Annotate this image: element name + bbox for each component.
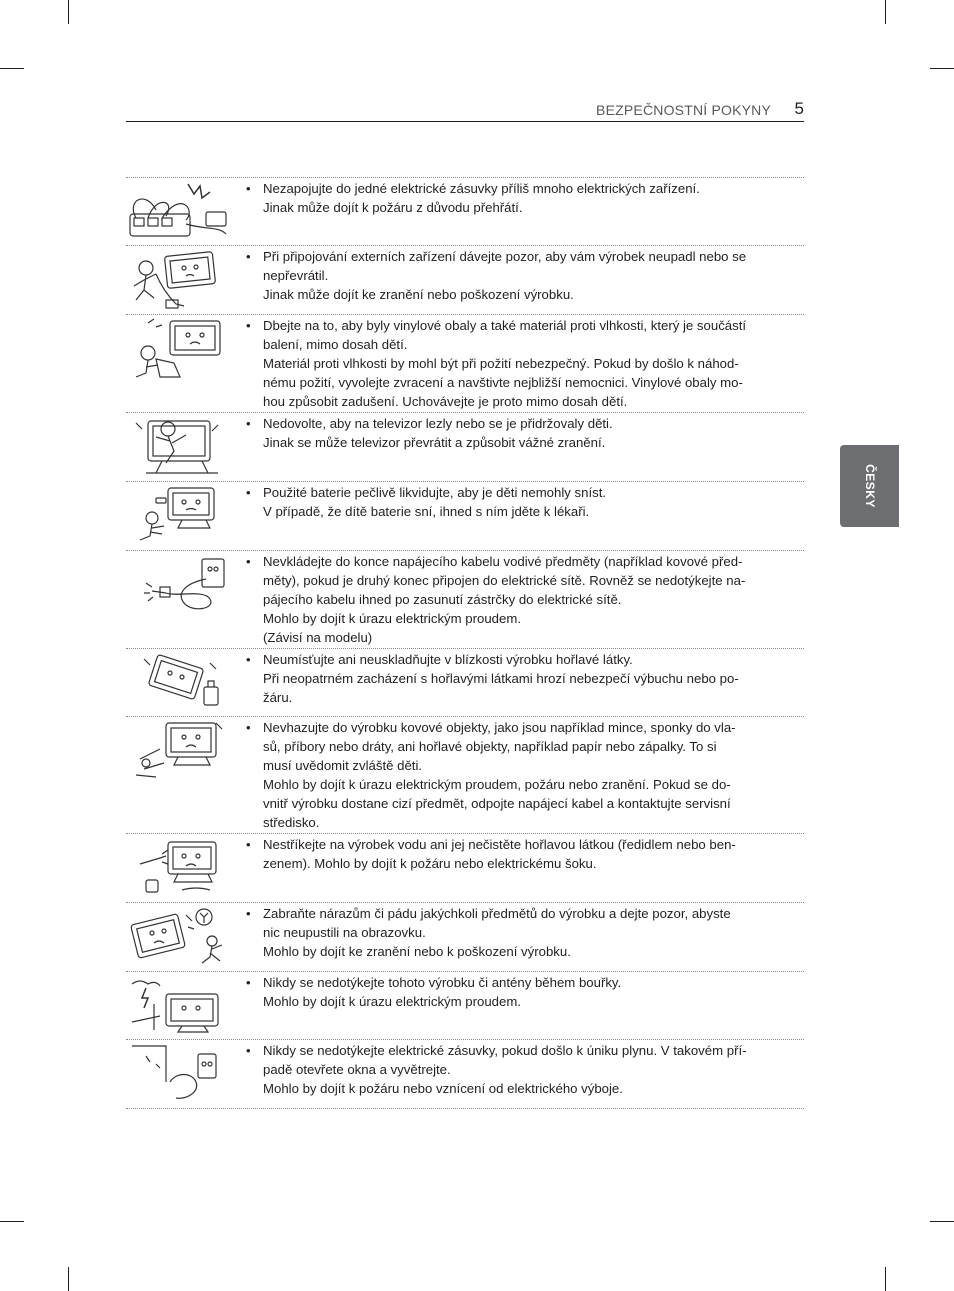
item-line: Nevkládejte do konce napájecího kabelu vodivé předměty (například kovové před- xyxy=(263,554,743,569)
crop-mark xyxy=(68,1267,69,1291)
item-line: Neumísťujte ani neuskladňujte v blízkosti výrobku hořlavé látky. xyxy=(263,652,633,667)
safety-item xyxy=(126,246,804,315)
safety-item xyxy=(126,903,804,972)
item-line: nému požití, vyvolejte zvracení a navštivte nejbližší nemocnici. Vinylové obaly mo- xyxy=(263,375,743,390)
flammable-substance-icon xyxy=(126,651,232,713)
safety-item xyxy=(126,315,804,413)
item-text xyxy=(245,717,804,834)
item-line: Materiál proti vlhkosti by mohl být při požití nebezpečný. Pokud by došlo k náhod- xyxy=(263,356,739,371)
item-text xyxy=(245,551,804,649)
item-line: V případě, že dítě baterie sní, ihned s ním jděte k lékaři. xyxy=(263,504,590,519)
child-with-packaging-icon xyxy=(126,317,232,379)
page-number: 5 xyxy=(794,99,804,118)
bullet: • xyxy=(246,975,251,990)
safety-item xyxy=(126,649,804,717)
item-text xyxy=(245,1040,804,1100)
item-line: Jinak může dojít k požáru z důvodu přehřátí. xyxy=(263,200,523,215)
item-text xyxy=(245,413,804,454)
safety-item xyxy=(126,972,804,1040)
metal-objects-icon xyxy=(126,719,232,781)
item-line: Mohlo by dojít k úrazu elektrickým proudem, požáru nebo zranění. Pokud se do- xyxy=(263,777,731,792)
item-text xyxy=(245,903,804,963)
bullet: • xyxy=(246,318,251,333)
water-spray-icon xyxy=(126,836,232,898)
bullet: • xyxy=(246,554,251,569)
item-line: nic neupustili na obrazovku. xyxy=(263,925,426,940)
ball-impact-icon xyxy=(126,905,232,967)
gas-leak-outlet-icon xyxy=(126,1042,232,1104)
safety-item xyxy=(126,551,804,649)
bullet: • xyxy=(246,720,251,735)
item-line: balení, mimo dosah dětí. xyxy=(263,337,408,352)
conductive-object-plug-icon xyxy=(126,553,232,615)
item-text xyxy=(245,972,804,1013)
item-text xyxy=(245,246,804,306)
safety-item xyxy=(126,717,804,834)
item-line: Dbejte na to, aby byly vinylové obaly a také materiál proti vlhkosti, který je součástí xyxy=(263,318,747,333)
item-line: Nedovolte, aby na televizor lezly nebo se je přidržovaly děti. xyxy=(263,416,613,431)
safety-item xyxy=(126,482,804,551)
safety-item xyxy=(126,413,804,482)
item-line: sů, příbory nebo dráty, ani hořlavé objekty, například papír nebo zápalky. To si xyxy=(263,739,717,754)
bullet: • xyxy=(246,485,251,500)
item-line: Nevhazujte do výrobku kovové objekty, jako jsou například mince, sponky do vla- xyxy=(263,720,736,735)
item-line: Jinak se může televizor převrátit a způsobit vážné zranění. xyxy=(263,435,606,450)
item-line: Nikdy se nedotýkejte elektrické zásuvky, pokud došlo k úniku plynu. V takovém pří- xyxy=(263,1043,747,1058)
item-line: Nestříkejte na výrobek vodu ani jej nečistěte hořlavou látkou (ředidlem nebo ben- xyxy=(263,837,736,852)
item-line: vnitř výrobku dostane cizí předmět, odpojte napájecí kabel a kontaktujte servisní xyxy=(263,796,731,811)
crop-mark xyxy=(68,0,69,24)
item-line: (Závisí na modelu) xyxy=(263,630,373,645)
item-line: Mohlo by dojít k úrazu elektrickým proudem. xyxy=(263,611,521,626)
item-line: Zabraňte nárazům či pádu jakýchkoli předmětů do výrobku a dejte pozor, abyste xyxy=(263,906,731,921)
item-line: padě otevřete okna a vyvětrejte. xyxy=(263,1062,451,1077)
item-line: Mohlo by dojít ke zranění nebo k poškození výrobku. xyxy=(263,944,571,959)
item-line: měty), pokud je druhý konec připojen do elektrické sítě. Rovněž se nedotýkejte na- xyxy=(263,573,746,588)
crop-mark xyxy=(885,0,886,24)
section-title: BEZPEČNOSTNÍ POKYNY xyxy=(596,102,771,118)
bullet: • xyxy=(246,837,251,852)
safety-item xyxy=(126,834,804,903)
crop-mark xyxy=(930,68,954,69)
item-text xyxy=(245,482,804,523)
bullet: • xyxy=(246,416,251,431)
item-line: Použité baterie pečlivě likvidujte, aby je děti nemohly sníst. xyxy=(263,485,607,500)
safety-item xyxy=(126,1040,804,1109)
crop-mark xyxy=(0,68,24,69)
item-line: hou způsobit zadušení. Uchovávejte je proto mimo dosah dětí. xyxy=(263,394,628,409)
page-header xyxy=(126,99,804,122)
child-climbing-tv-icon xyxy=(126,415,232,477)
tv-pulled-by-cable-icon xyxy=(126,248,232,310)
item-line: Mohlo by dojít k požáru nebo vznícení od elektrického výboje. xyxy=(263,1081,623,1096)
crop-mark xyxy=(885,1267,886,1291)
item-line: Jinak může dojít ke zranění nebo poškození výrobku. xyxy=(263,287,574,302)
child-swallowing-battery-icon xyxy=(126,484,232,546)
crop-mark xyxy=(0,1221,24,1222)
safety-list xyxy=(126,177,804,1109)
item-line: pájecího kabelu ihned po zasunutí zástrčky do elektrické sítě. xyxy=(263,592,622,607)
item-text xyxy=(245,649,804,709)
bullet: • xyxy=(246,181,251,196)
item-text xyxy=(245,315,804,413)
safety-item xyxy=(126,178,804,246)
bullet: • xyxy=(246,906,251,921)
item-line: Při neopatrném zacházení s hořlavými látkami hrozí nebezpečí výbuchu nebo po- xyxy=(263,671,739,686)
overloaded-outlet-icon xyxy=(126,180,232,242)
language-tab xyxy=(840,445,899,527)
item-line: Mohlo by dojít k úrazu elektrickým proudem. xyxy=(263,994,521,1009)
bullet: • xyxy=(246,249,251,264)
bullet: • xyxy=(246,1043,251,1058)
item-line: musí uvědomit zvláště děti. xyxy=(263,758,423,773)
item-text xyxy=(245,178,804,219)
item-line: Nezapojujte do jedné elektrické zásuvky příliš mnoho elektrických zařízení. xyxy=(263,181,700,196)
item-line: nepřevrátil. xyxy=(263,268,329,283)
bullet: • xyxy=(246,652,251,667)
item-line: středisko. xyxy=(263,815,320,830)
item-line: Při připojování externích zařízení dávejte pozor, aby vám výrobek neupadl nebo se xyxy=(263,249,747,264)
thunderstorm-icon xyxy=(126,974,232,1036)
crop-mark xyxy=(930,1221,954,1222)
item-line: žáru. xyxy=(263,690,293,705)
item-line: Nikdy se nedotýkejte tohoto výrobku či antény během bouřky. xyxy=(263,975,622,990)
item-line: zenem). Mohlo by dojít k požáru nebo elektrickému šoku. xyxy=(263,856,597,871)
item-text xyxy=(245,834,804,875)
language-tab-label: ČESKY xyxy=(862,464,877,508)
